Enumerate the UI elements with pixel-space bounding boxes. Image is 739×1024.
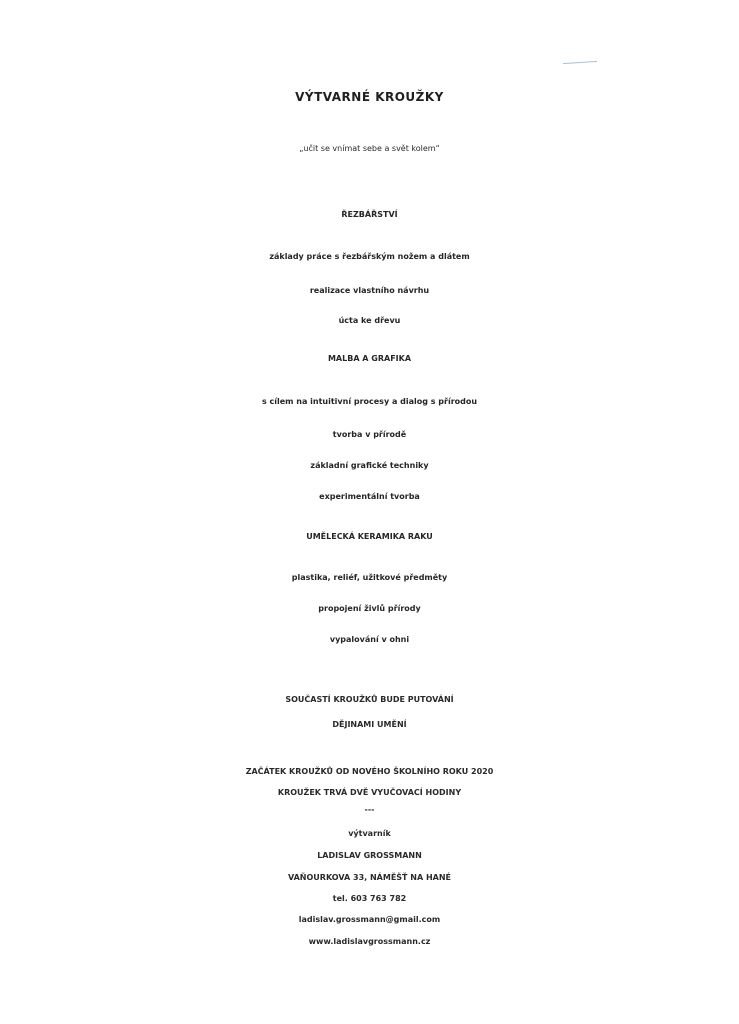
section-item: základy práce s řezbářským nožem a dlátem — [269, 252, 470, 261]
schedule-start: ZAČÁTEK KROUŽKŮ OD NOVÉHO ŠKOLNÍHO ROKU 2020 — [245, 767, 494, 776]
section-item: úcta ke dřevu — [338, 316, 401, 325]
contact-address: VAŇOURKOVA 33, NÁMĚŠŤ NA HANÉ — [287, 873, 452, 882]
section-item: realizace vlastního návrhu — [309, 286, 430, 295]
note-line: SOUČASTÍ KROUŽKŮ BUDE PUTOVÁNÍ — [285, 695, 454, 704]
contact-name: LADISLAV GROSSMANN — [317, 851, 422, 860]
separator: --- — [364, 805, 375, 814]
section-item: s cílem na intuitivní procesy a dialog s přírodou — [261, 397, 478, 406]
contact-email: ladislav.grossmann@gmail.com — [298, 915, 441, 924]
section-item: základní grafické techniky — [310, 461, 429, 470]
contact-web: www.ladislavgrossmann.cz — [308, 937, 431, 946]
contact-phone: tel. 603 763 782 — [332, 894, 407, 903]
section-item: propojení živlů přírody — [318, 604, 421, 613]
contact-role: výtvarník — [348, 829, 391, 838]
section-heading-woodcarving: ŘEZBÁŘSTVÍ — [341, 210, 398, 219]
section-item: vypalování v ohni — [329, 635, 410, 644]
note-line: DĚJINAMI UMĚNÍ — [332, 720, 407, 729]
scan-pen-mark — [563, 61, 597, 64]
section-item: experimentální tvorba — [319, 492, 420, 501]
section-heading-ceramics: UMĚLECKÁ KERAMIKA RAKU — [306, 532, 433, 541]
section-item: tvorba v přírodě — [332, 430, 407, 439]
main-title: VÝTVARNÉ KROUŽKY — [295, 90, 444, 104]
section-heading-painting: MALBA A GRAFIKA — [327, 354, 412, 363]
schedule-duration: KROUŽEK TRVÁ DVĚ VYUČOVACÍ HODINY — [277, 788, 462, 797]
section-item: plastika, reliéf, užitkové předměty — [291, 573, 448, 582]
motto: „učit se vnímat sebe a svět kolem“ — [299, 144, 440, 153]
